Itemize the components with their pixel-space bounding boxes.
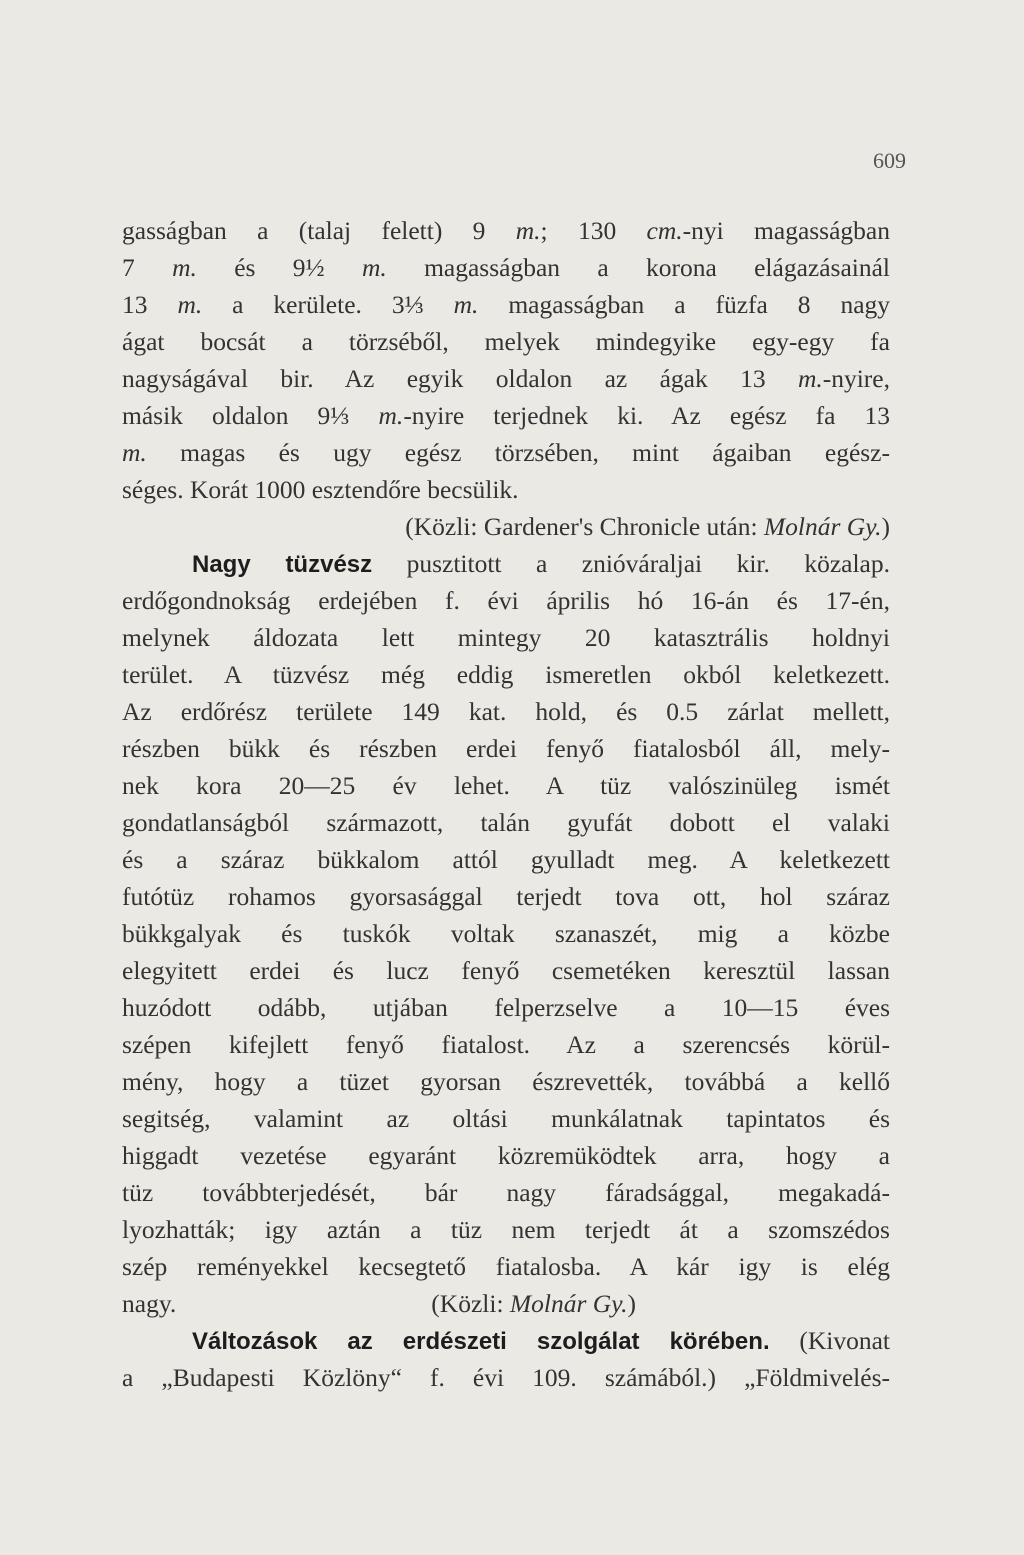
page-number: 609	[873, 148, 906, 173]
italic-text: m.	[361, 253, 387, 282]
text-segment: magasságban a korona elágazásainál	[386, 253, 891, 282]
text-line	[122, 730, 890, 767]
text-segment: huzódott odább, utjában felperzselve a 10—15 éves	[122, 993, 890, 1022]
text-line	[122, 1063, 890, 1100]
text-segment: melynek áldozata lett mintegy 20 katasztrális holdnyi	[122, 623, 890, 652]
text-segment: )	[881, 512, 890, 541]
text-line	[122, 323, 890, 360]
text-line	[122, 1285, 890, 1322]
text-line	[122, 693, 890, 730]
text-line	[122, 434, 890, 471]
text-segment: (Közli:	[431, 1289, 510, 1318]
text-line	[122, 545, 890, 582]
text-segment: és a száraz bükkalom attól gyulladt meg. A keletkezett	[122, 845, 890, 874]
text-line	[122, 915, 890, 952]
text-segment: séges. Korát 1000 esztendőre becsülik.	[122, 475, 519, 504]
text-line	[122, 767, 890, 804]
text-segment: ágat bocsát a törzséből, melyek mindegyike egy-egy fa	[122, 327, 890, 356]
text-line	[122, 1137, 890, 1174]
body-text	[122, 212, 890, 1396]
section-heading: Változások az erdészeti szolgálat körében.	[192, 1328, 770, 1355]
text-segment: )	[627, 1289, 636, 1318]
text-line	[122, 360, 890, 397]
italic-text: m.	[378, 401, 404, 430]
text-segment: segitség, valamint az oltási munkálatnak tapintatos és	[122, 1104, 890, 1133]
text-line	[122, 1174, 890, 1211]
text-segment: a „Budapesti Közlöny“ f. évi 109. számából.) „Földmivelés-	[122, 1363, 890, 1392]
text-segment: mény, hogy a tüzet gyorsan észrevették, továbbá a kellő	[122, 1067, 890, 1096]
text-segment: a kerülete. 3⅓	[202, 290, 454, 319]
text-segment: szép reményekkel kecsegtető fiatalosba. A kár igy is elég	[122, 1252, 890, 1281]
section-heading: Nagy tüzvész	[192, 551, 373, 578]
text-segment: elegyitett erdei és lucz fenyő csemetéken keresztül lassan	[122, 956, 890, 985]
text-line	[122, 471, 890, 508]
italic-text: m.	[177, 290, 203, 319]
text-line	[122, 1100, 890, 1137]
text-segment: -nyire,	[822, 364, 890, 393]
text-line	[122, 582, 890, 619]
text-segment: gasságban a (talaj felett) 9	[122, 216, 516, 245]
text-line	[122, 1359, 890, 1396]
text-segment: -nyi magasságban	[682, 216, 890, 245]
text-line	[122, 212, 890, 249]
italic-text: m.	[453, 290, 479, 319]
text-line	[122, 841, 890, 878]
text-segment: bükkgalyak és tuskók voltak szanaszét, mig a közbe	[122, 919, 890, 948]
text-segment: magas és ugy egész törzsében, mint ágaiban egész-	[146, 438, 890, 467]
text-segment: nek kora 20—25 év lehet. A tüz valószinüleg ismét	[122, 771, 890, 800]
text-segment: erdőgondnokság erdejében f. évi április hó 16-án és 17-én,	[122, 586, 890, 615]
text-segment: lyozhatták; igy aztán a tüz nem terjedt át a szomszédos	[122, 1215, 890, 1244]
text-segment	[176, 1289, 431, 1318]
text-line	[122, 804, 890, 841]
italic-text: Molnár Gy.	[509, 1289, 628, 1318]
text-segment: 7	[122, 253, 173, 282]
text-segment: részben bükk és részben erdei fenyő fiatalosból áll, mely-	[122, 734, 890, 763]
italic-text: m.	[172, 253, 197, 282]
text-line	[122, 656, 890, 693]
text-segment: (Kivonat	[769, 1326, 890, 1355]
text-line	[122, 619, 890, 656]
text-line	[122, 397, 890, 434]
text-segment: Az erdőrész területe 149 kat. hold, és 0.5 zárlat mellett,	[122, 697, 890, 726]
text-segment: -nyire terjednek ki. Az egész fa 13	[403, 401, 890, 430]
text-segment: terület. A tüzvész még eddig ismeretlen okból keletkezett.	[122, 660, 890, 689]
text-segment: tüz továbbterjedését, bár nagy fáradsággal, megakadá-	[122, 1178, 890, 1207]
text-segment: 13	[122, 290, 178, 319]
text-segment: pusztitott a znióváraljai kir. közalap.	[372, 549, 890, 578]
text-line	[122, 1248, 890, 1285]
text-line	[122, 249, 890, 286]
text-line	[122, 1026, 890, 1063]
text-segment: és 9½	[196, 253, 362, 282]
italic-text: Molnár Gy.	[763, 512, 882, 541]
italic-text: m.	[515, 216, 541, 245]
text-line	[122, 286, 890, 323]
text-segment: nagyságával bir. Az egyik oldalon az ágak 13	[122, 364, 798, 393]
text-line	[122, 1211, 890, 1248]
text-segment: gondatlanságból származott, talán gyufát dobott el valaki	[122, 808, 890, 837]
text-segment: nagy.	[122, 1289, 177, 1318]
text-segment: szépen kifejlett fenyő fiatalost. Az a szerencsés körül-	[122, 1030, 890, 1059]
text-segment: higgadt vezetése egyaránt közremüködtek arra, hogy a	[122, 1141, 890, 1170]
text-line	[122, 989, 890, 1026]
italic-text: cm.	[646, 216, 683, 245]
italic-text: m.	[797, 364, 823, 393]
italic-text: m.	[122, 438, 147, 467]
text-line	[122, 1322, 890, 1359]
text-line	[122, 878, 890, 915]
text-segment: futótüz rohamos gyorsasággal terjedt tova ott, hol száraz	[122, 882, 890, 911]
text-segment: ; 130	[540, 216, 647, 245]
text-segment: (Közli: Gardener's Chronicle után:	[405, 512, 764, 541]
text-line	[122, 952, 890, 989]
text-segment: másik oldalon 9⅓	[122, 401, 379, 430]
text-segment: magasságban a füzfa 8 nagy	[478, 290, 891, 319]
text-line	[122, 508, 890, 545]
